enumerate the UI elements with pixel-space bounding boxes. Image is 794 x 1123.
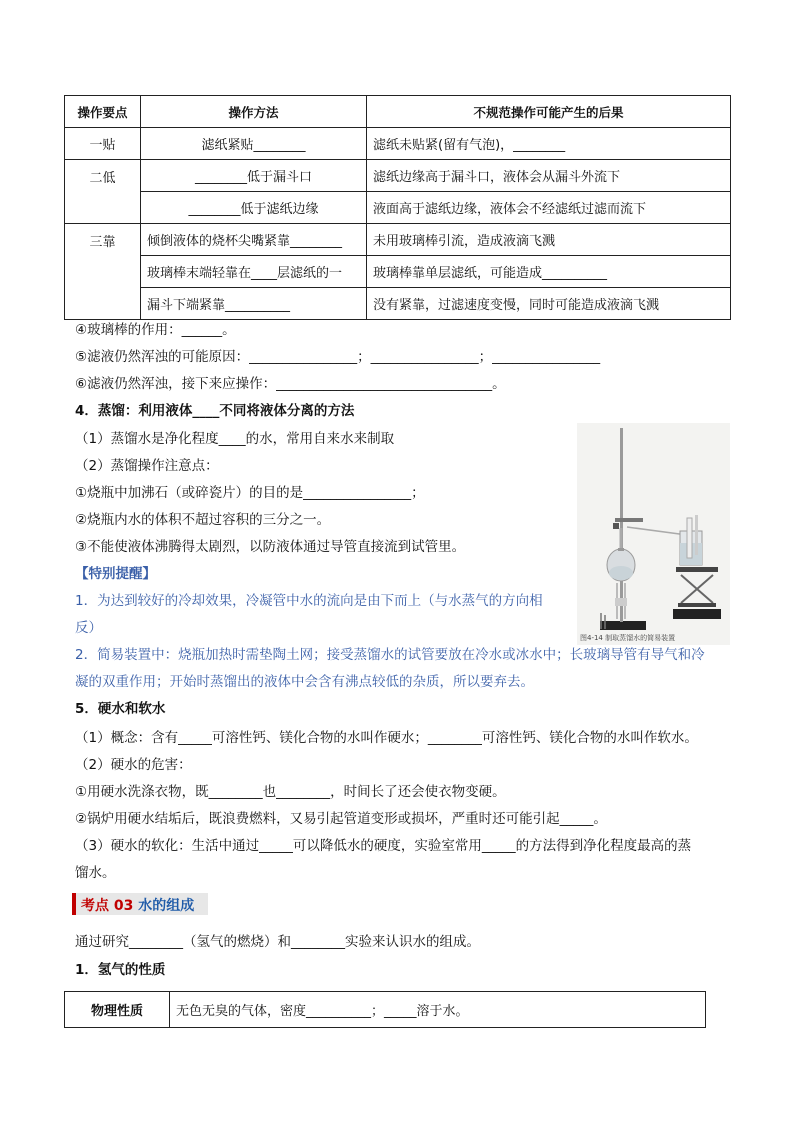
section-tag-bar — [72, 893, 76, 915]
text-line: ②锅炉用硬水结垢后，既浪费燃料，又易引起管道变形或损坏，严重时还可能引起_____。 — [75, 811, 607, 827]
text-line: 馏水。 — [75, 865, 116, 881]
row-method: 漏斗下端紧靠__________ — [141, 288, 367, 320]
distillation-apparatus-image — [577, 423, 730, 645]
filter-table — [64, 95, 731, 320]
reminder-text: 2．简易装置中：烧瓶加热时需垫陶土网；接受蒸馏水的试管要放在冷水或冰水中；长玻璃导管有导气和冷 — [75, 647, 705, 663]
text-line: ①烧瓶中加沸石（或碎瓷片）的目的是________________； — [75, 485, 425, 501]
row-key: 一贴 — [65, 128, 141, 160]
reminder-text: 反） — [75, 620, 102, 636]
text-line: （2）蒸馏操作注意点： — [75, 458, 219, 474]
text-line: ④玻璃棒的作用：______。 — [75, 322, 236, 338]
text-line: ⑥滤液仍然浑浊，接下来应操作：________________________________。 — [75, 376, 506, 392]
figure-caption: 图4-14 制取蒸馏水的简易装置 — [580, 634, 676, 642]
table-row — [65, 128, 731, 160]
reminder-text: 1．为达到较好的冷却效果，冷凝管中水的流向是由下而上（与水蒸气的方向相 — [75, 593, 543, 609]
hydrogen-property-table — [64, 991, 706, 1028]
row-method: 玻璃棒末端轻靠在____层滤纸的一 — [141, 256, 367, 288]
table-row — [65, 224, 731, 256]
table-row — [65, 192, 731, 224]
section-heading — [81, 895, 194, 915]
table-header: 不规范操作可能产生的后果 — [367, 96, 731, 128]
table-row — [65, 256, 731, 288]
text-line: 通过研究________（氢气的燃烧）和________实验来认识水的组成。 — [75, 934, 480, 950]
text-line: （2）硬水的危害： — [75, 757, 192, 773]
text-line: （3）硬水的软化：生活中通过_____可以降低水的硬度，实验室常用_____的方法得到净化程度最高的蒸 — [75, 838, 692, 854]
text-line: （1）蒸馏水是净化程度____的水，常用自来水来制取 — [75, 431, 395, 447]
row-result: 滤纸未贴紧(留有气泡)，________ — [367, 128, 731, 160]
reminder-heading: 【特别提醒】 — [75, 566, 156, 582]
row-method: ________低于漏斗口 — [141, 160, 367, 192]
row-result: 滤纸边缘高于漏斗口，液体会从漏斗外流下 — [367, 160, 731, 192]
row-method: ________低于滤纸边缘 — [141, 192, 367, 224]
text-line: ⑤滤液仍然浑浊的可能原因：________________；________________；________________ — [75, 349, 601, 365]
table-header: 操作要点 — [65, 96, 141, 128]
text-line: ②烧瓶内水的体积不超过容积的三分之一。 — [75, 512, 331, 528]
table-header: 操作方法 — [141, 96, 367, 128]
heading-hydrogen: 1．氢气的性质 — [75, 962, 166, 978]
section-title: 水的组成 — [138, 898, 195, 914]
row-key: 三靠 — [65, 224, 141, 320]
text-line: ③不能使液体沸腾得太剧烈，以防液体通过导管直接流到试管里。 — [75, 539, 466, 555]
row-result: 没有紧靠，过滤速度变慢，同时可能造成液滴飞溅 — [367, 288, 731, 320]
text-line: ①用硬水洗涤衣物，既________也________，时间长了还会使衣物变硬。 — [75, 784, 506, 800]
property-key: 物理性质 — [65, 992, 170, 1027]
row-result: 液面高于滤纸边缘，液体会不经滤纸过滤而流下 — [367, 192, 731, 224]
row-key: 二低 — [65, 160, 141, 224]
property-value: 无色无臭的气体，密度__________；_____溶于水。 — [176, 1004, 469, 1019]
reminder-text: 凝的双重作用；开始时蒸馏出的液体中会含有沸点较低的杂质，所以要弃去。 — [75, 674, 534, 690]
text-line: （1）概念：含有_____可溶性钙、镁化合物的水叫作硬水；________可溶性钙、镁化合物的水叫作软水。 — [75, 730, 698, 746]
heading-hard-water: 5．硬水和软水 — [75, 701, 166, 717]
row-method: 倾倒液体的烧杯尖嘴紧靠________ — [141, 224, 367, 256]
section-label: 考点 03 — [81, 898, 134, 914]
heading-distillation: 4．蒸馏：利用液体____不同将液体分离的方法 — [75, 403, 355, 419]
row-result: 未用玻璃棒引流，造成液滴飞溅 — [367, 224, 731, 256]
table-row — [65, 160, 731, 192]
row-result: 玻璃棒靠单层滤纸，可能造成__________ — [367, 256, 731, 288]
row-method: 滤纸紧贴________ — [141, 128, 367, 160]
table-row — [65, 288, 731, 320]
